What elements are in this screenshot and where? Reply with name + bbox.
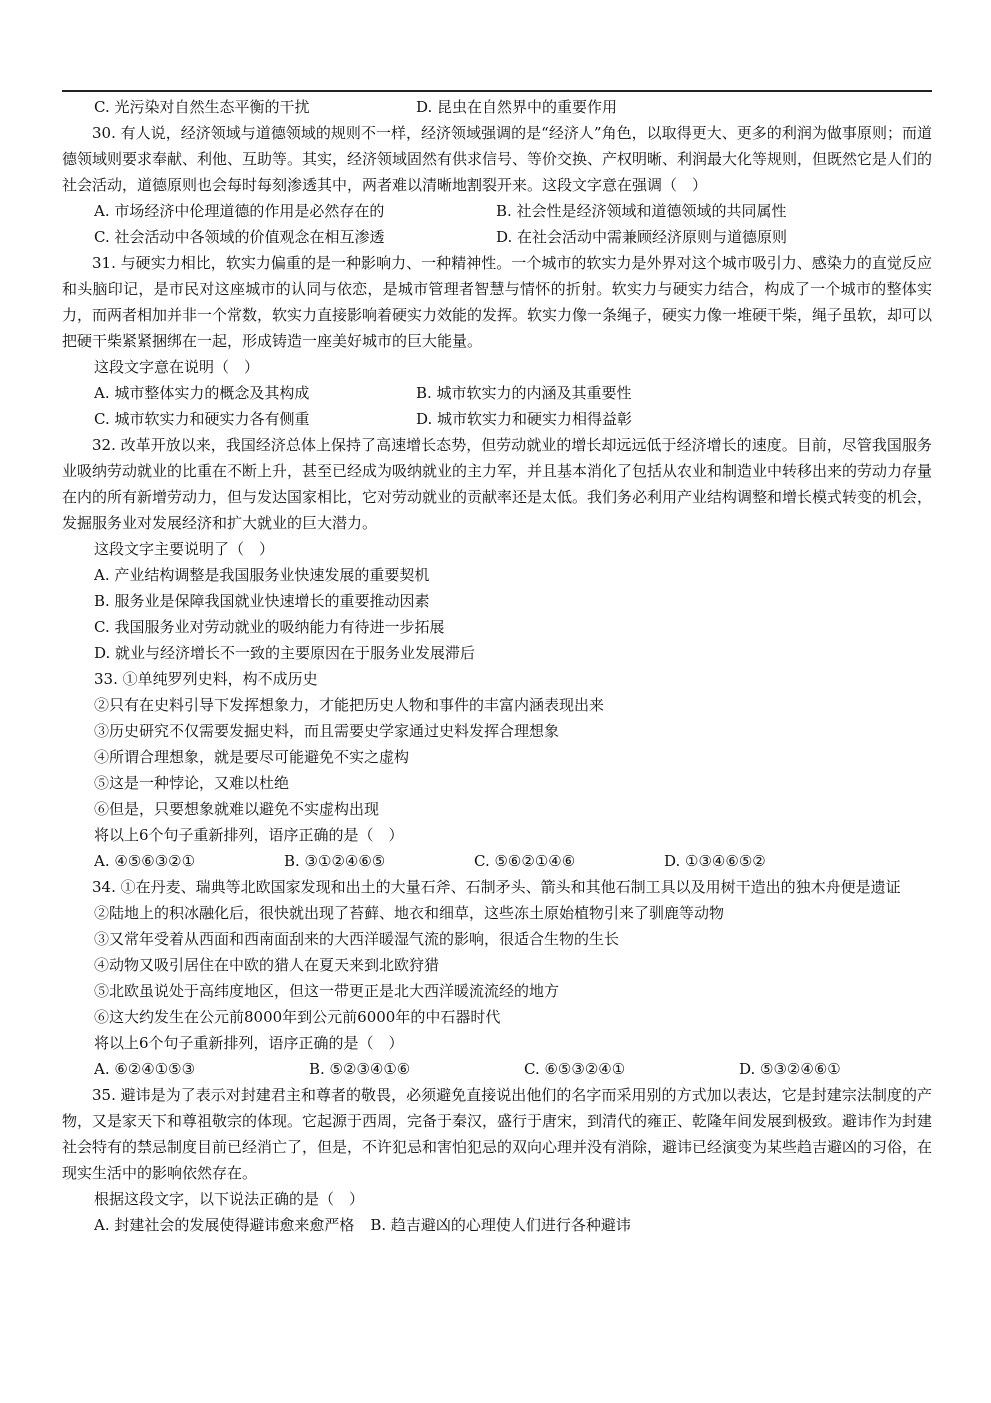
q34-sentence-6: ⑥这大约发生在公元前8000年到公元前6000年的中石器时代 <box>94 1008 501 1026</box>
header-rule <box>62 90 932 92</box>
q31-options-row-2 <box>62 406 932 432</box>
q34-sentence-1: 34. ①在丹麦、瑞典等北欧国家发现和出土的大量石斧、石制矛头、箭头和其他石制工具以及用树干造出的独木舟便是遗证 <box>92 878 901 896</box>
q31-options-row-1 <box>62 380 932 406</box>
q33-sentence-5: ⑤这是一种悖论，又难以杜绝 <box>94 774 290 792</box>
q34-option-a: A. ⑥②④①⑤③ <box>94 1060 196 1078</box>
q32-stem: 32. 改革开放以来，我国经济总体上保持了高速增长态势，但劳动就业的增长却远远低于经济增长的速度。目前，尽管我国服务业吸纳劳动就业的比重在不断上升，甚至已经成为吸纳就业的主力军，并且基本消化了包括从农业和制造业中转移出来的劳动力存量在内的所有新增劳动力，但与发达国家相比，它对劳动就业的贡献率还是太低。我们务必利用产业结构调整和增长模式转变的机会，发掘服务业对发展经济和扩大就业的巨大潜力。 <box>62 436 933 532</box>
q32-option-a: A. 产业结构调整是我国服务业快速发展的重要契机 <box>94 566 430 584</box>
q34-option-d: D. ⑤③②④⑥① <box>739 1060 841 1078</box>
q33-sentence-3: ③历史研究不仅需要发掘史料，而且需要史学家通过史料发挥合理想象 <box>94 722 560 740</box>
q33-question: 将以上6个句子重新排列，语序正确的是（ ） <box>94 826 404 844</box>
q35-stem: 35. 避讳是为了表示对封建君主和尊者的敬畏，必须避免直接说出他们的名字而采用别的方式加以表达，它是封建宗法制度的产物，又是家天下和尊祖敬宗的体现。它起源于西周，完备于秦汉，盛行于唐宋，到清代的雍正、乾隆年间发展到极致。避讳作为封建社会特有的禁忌制度目前已经消亡了，但是，不许犯忌和害怕犯忌的双向心理并没有消除，避讳已经演变为某些趋吉避凶的习俗，在现实生活中的影响依然存在。 <box>62 1086 933 1182</box>
q34-question: 将以上6个句子重新排列，语序正确的是（ ） <box>94 1034 404 1052</box>
q31-option-b: B. 城市软实力的内涵及其重要性 <box>416 384 632 402</box>
question-content <box>62 94 932 1238</box>
q32-option-d: D. 就业与经济增长不一致的主要原因在于服务业发展滞后 <box>94 644 476 662</box>
q30-option-b: B. 社会性是经济领域和道德领域的共同属性 <box>496 202 787 220</box>
q32-question: 这段文字主要说明了（ ） <box>94 540 275 558</box>
q33-sentence-6: ⑥但是，只要想象就难以避免不实虚构出现 <box>94 800 380 818</box>
q33-sentence-4: ④所谓合理想象，就是要尽可能避免不实之虚构 <box>94 748 410 766</box>
q32-option-b: B. 服务业是保障我国就业快速增长的重要推动因素 <box>94 592 430 610</box>
q30-stem: 30. 有人说，经济领域与道德领域的规则不一样，经济领域强调的是“经济人”角色，以取得更大、更多的利润为做事原则；而道德领域则要求奉献、利他、互助等。其实，经济领域固然有供求信号、等价交换、产权明晰、利润最大化等规则，但既然它是人们的社会活动，道德原则也会每时每刻渗透其中，两者难以清晰地割裂开来。这段文字意在强调（ ） <box>62 124 933 194</box>
q31-option-d: D. 城市软实力和硬实力相得益彰 <box>416 410 633 428</box>
option-c: C. 光污染对自然生态平衡的干扰 <box>94 98 310 116</box>
q34-options-row <box>62 1056 932 1082</box>
q30-option-a: A. 市场经济中伦理道德的作用是必然存在的 <box>94 202 385 220</box>
q33-option-d: D. ①③④⑥⑤② <box>664 852 766 870</box>
prev-options-row <box>62 94 932 120</box>
q33-option-c: C. ⑤⑥②①④⑥ <box>474 852 576 870</box>
q34-option-c: C. ⑥⑤③②④① <box>524 1060 626 1078</box>
q30-option-c: C. 社会活动中各领域的价值观念在相互渗透 <box>94 228 385 246</box>
q34-sentence-5: ⑤北欧虽说处于高纬度地区，但这一带更正是北大西洋暖流流经的地方 <box>94 982 560 1000</box>
q33-options-row <box>62 848 932 874</box>
q35-question: 根据这段文字，以下说法正确的是（ ） <box>94 1190 365 1208</box>
q33-option-b: B. ③①②④⑥⑤ <box>284 852 386 870</box>
q31-option-a: A. 城市整体实力的概念及其构成 <box>94 384 310 402</box>
q30-options-row-2 <box>62 224 932 250</box>
q35-options-row <box>62 1212 932 1238</box>
q31-question: 这段文字意在说明（ ） <box>94 358 260 376</box>
q34-sentence-4: ④动物又吸引居住在中欧的猎人在夏天来到北欧狩猎 <box>94 956 440 974</box>
option-d: D. 昆虫在自然界中的重要作用 <box>416 98 618 116</box>
q31-stem: 31. 与硬实力相比，软实力偏重的是一种影响力、一种精神性。一个城市的软实力是外界对这个城市吸引力、感染力的直觉反应和头脑印记，是市民对这座城市的认同与依恋，是城市管理者智慧与情怀的折射。软实力与硬实力结合，构成了一个城市的整体实力，而两者相加并非一个常数，软实力直接影响着硬实力效能的发挥。软实力像一条绳子，硬实力像一堆硬干柴，绳子虽软，却可以把硬干柴紧紧捆绑在一起，形成铸造一座美好城市的巨大能量。 <box>62 254 933 350</box>
q31-option-c: C. 城市软实力和硬实力各有侧重 <box>94 410 310 428</box>
q35-option-b: B. 趋吉避凶的心理使人们进行各种避讳 <box>370 1216 631 1234</box>
q30-option-d: D. 在社会活动中需兼顾经济原则与道德原则 <box>496 228 788 246</box>
q33-sentence-2: ②只有在史料引导下发挥想象力，才能把历史人物和事件的丰富内涵表现出来 <box>94 696 605 714</box>
q34-sentence-3: ③又常年受着从西面和西南面刮来的大西洋暖湿气流的影响，很适合生物的生长 <box>94 930 620 948</box>
q33-sentence-1: 33. ①单纯罗列史料，构不成历史 <box>94 670 318 688</box>
q32-option-c: C. 我国服务业对劳动就业的吸纳能力有待进一步拓展 <box>94 618 445 636</box>
q34-sentence-2: ②陆地上的积冰融化后，很快就出现了苔藓、地衣和细草，这些冻土原始植物引来了驯鹿等动物 <box>94 904 725 922</box>
q34-option-b: B. ⑤②③④①⑥ <box>309 1060 411 1078</box>
q30-options-row-1 <box>62 198 932 224</box>
q33-option-a: A. ④⑤⑥③②① <box>94 852 196 870</box>
q35-option-a: A. 封建社会的发展使得避讳愈来愈严格 <box>94 1216 355 1234</box>
